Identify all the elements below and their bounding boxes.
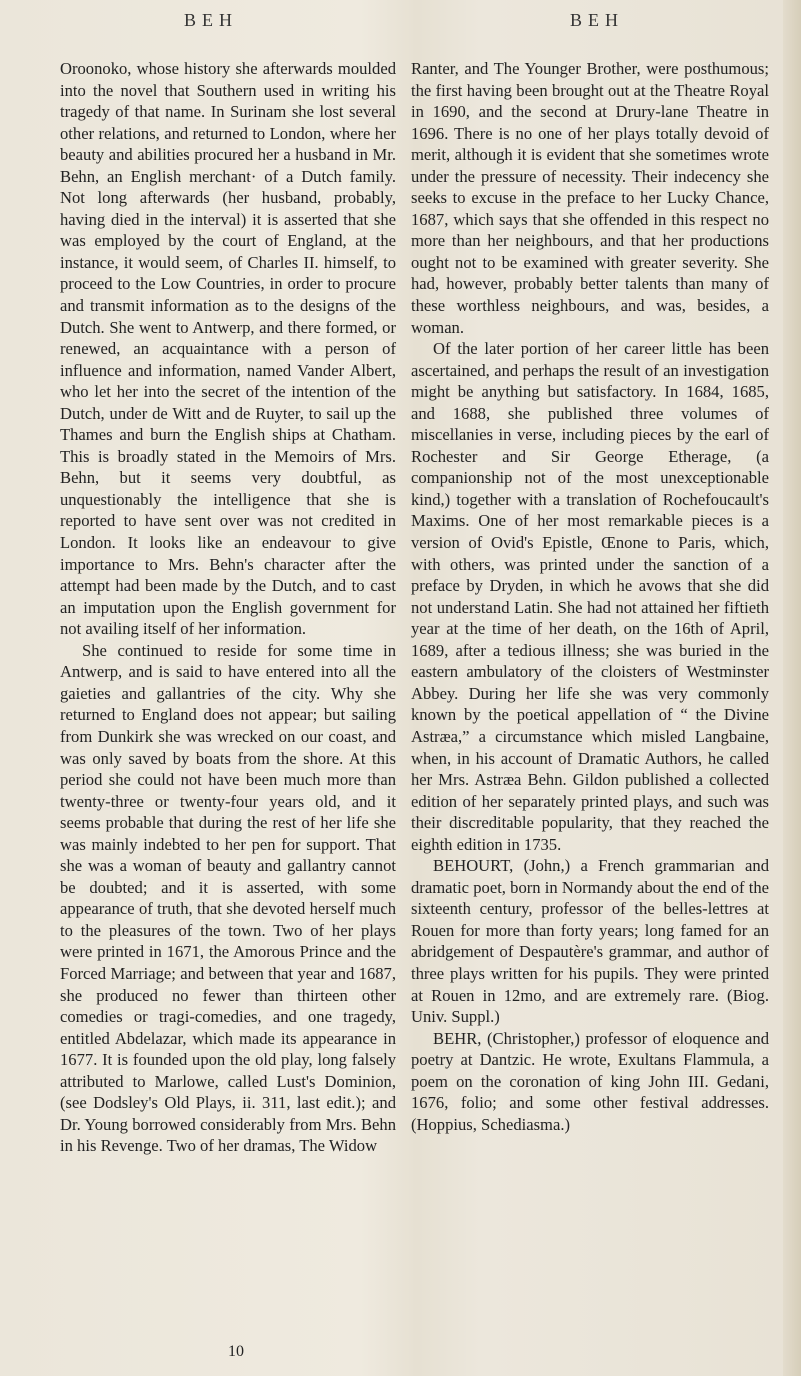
- running-header-left: BEH: [184, 10, 238, 30]
- entry-behr: BEHR, (Christopher,) professor of eloquence and poetry at Dantzic. He wrote, Exultans Flammula, a poem on the coronation of king John III. Gedani, 1676, folio; and some other festival addresses. (Hoppius, Schediasma.): [411, 1028, 769, 1134]
- running-header-right: BEH: [570, 10, 624, 30]
- paragraph: Oroonoko, whose history she afterwards moulded into the novel that Southern used in writing his tragedy of that name. In Surinam she lost several other relations, and returned to London, where her beauty and abilities procured her a husband in Mr. Behn, an English merchant· of a Dutch family. Not long afterwards (her husband, probably, having died in the interval) it is asserted that she was employed by the court of England, at the instance, it would seem, of Charles II. himself, to proceed to the Low Countries, in order to procure and transmit information as to the designs of the Dutch. She went to Antwerp, and there formed, or renewed, an acquaintance with a person of influence and information, named Vander Albert, who let her into the secret of the intention of the Dutch, under de Witt and de Ruyter, to sail up the Thames and burn the English ships at Chatham. This is broadly stated in the Memoirs of Mrs. Behn, but it seems very doubtful, as unquestionably the intelligence that she is reported to have sent over was not credited in London. It looks like an endeavour to give importance to Mrs. Behn's character after the attempt had been made by the Dutch, and to cast an imputation upon the English government for not availing itself of her information.: [60, 59, 396, 639]
- paragraph: Of the later portion of her career little has been ascertained, and perhaps the result of an investigation might be anything but satisfactory. In 1684, 1685, and 1688, she published three volumes of miscellanies in verse, including pieces by the earl of Rochester and Sir George Etherage, (a companionship not of the most unexceptionable kind,) together with a translation of Rochefoucault's Maxims. One of her most remarkable pieces is a version of Ovid's Epistle, Œnone to Paris, which, with others, was printed under the sanction of a preface by Dryden, in which he avows that she did not understand Latin. She had not attained her fiftieth year at the time of her death, on the 16th of April, 1689, after a tedious illness; she was buried in the eastern ambulatory of the cloisters of Westminster Abbey. During her life she was very commonly known by the poetical appellation of “ the Divine Astræa,” a circumstance which misled Langbaine, when, in his account of Dramatic Authors, he called her Mrs. Astræa Behn. Gildon published a collected edition of her separately printed plays, and such was their discreditable popularity, that they reached the eighth edition in 1735.: [411, 339, 769, 854]
- page-number: 10: [228, 1343, 244, 1360]
- right-column: [411, 58, 769, 1135]
- paragraph: Ranter, and The Younger Brother, were posthumous; the first having been brought out at the Theatre Royal in 1690, and the second at Drury-lane Theatre in 1696. There is no one of her plays totally devoid of merit, although it is evident that she sometimes wrote under the pressure of necessity. Their indecency she seeks to excuse in the preface to her Lucky Chance, 1687, which says that she offended in this respect no more than her neighbours, and that her productions ought not to be examined with greater severity. She had, however, probably better talents than many of these worthless neighbours, and was, besides, a woman.: [411, 59, 769, 337]
- page-edge: [783, 0, 801, 1376]
- entry-behourt: BEHOURT, (John,) a French grammarian and dramatic poet, born in Normandy about the end of the sixteenth century, professor of the belles-lettres at Rouen for more than forty years; long famed for an abridgement of Despautère's grammar, and author of three plays written for his pupils. They were printed at Rouen in 12mo, and are extremely rare. (Biog. Univ. Suppl.): [411, 856, 769, 1027]
- paragraph: She continued to reside for some time in Antwerp, and is said to have entered into all the gaieties and gallantries of the city. Why she returned to England does not appear; but sailing from Dunkirk she was wrecked on our coast, and was only saved by boats from the shore. At this period she could not have been much more than twenty-three or twenty-four years old, and it seems probable that during the rest of her life she was mainly indebted to her pen for support. That she was a woman of beauty and gallantry cannot be doubted; and it is asserted, with some appearance of truth, that she devoted herself much to the pleasures of the town. Two of her plays were printed in 1671, the Amorous Prince and the Forced Marriage; and between that year and 1687, she produced no fewer than thirteen other comedies or tragi-comedies, and one tragedy, entitled Abdelazar, which made its appearance in 1677. It is founded upon the old play, long falsely attributed to Marlowe, called Lust's Dominion, (see Dodsley's Old Plays, ii. 311, last edit.); and Dr. Young borrowed considerably from Mrs. Behn in his Revenge. Two of her dramas, The Widow: [60, 640, 396, 1156]
- left-column: [60, 58, 396, 1157]
